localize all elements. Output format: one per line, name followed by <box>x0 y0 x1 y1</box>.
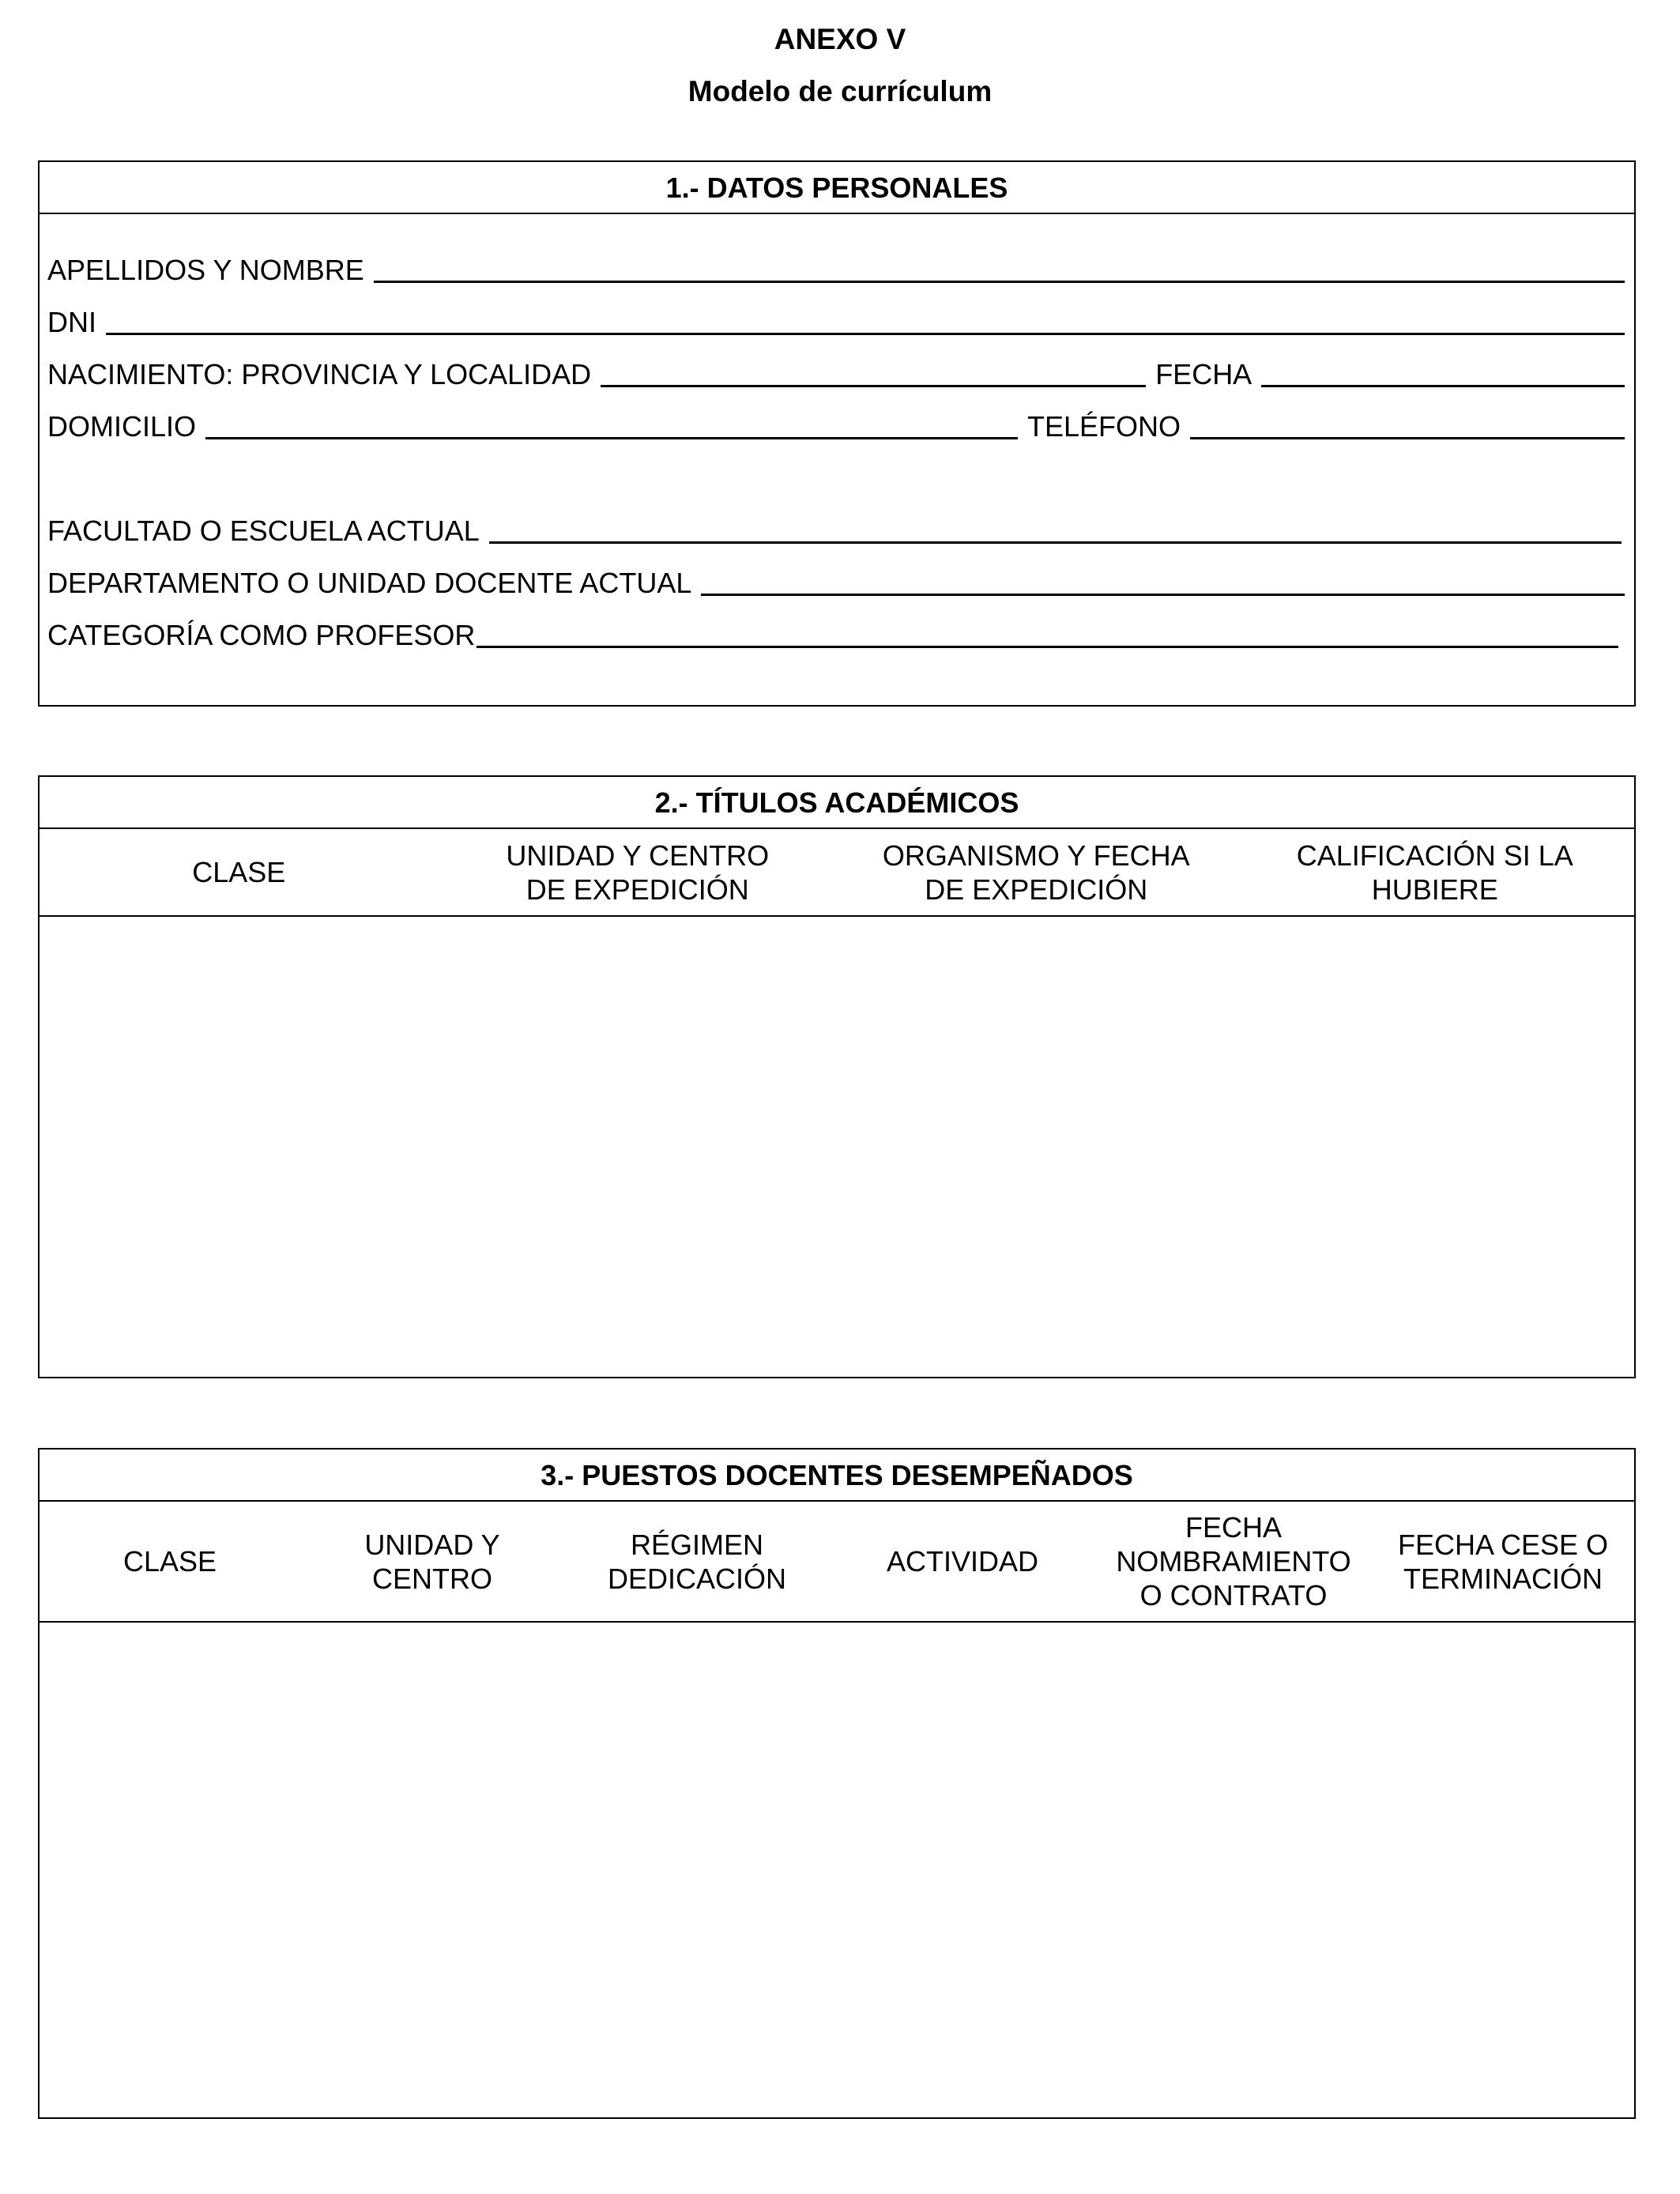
dni-input-line[interactable] <box>106 333 1625 335</box>
birthplace-input-line[interactable] <box>601 385 1146 387</box>
academic-titles-section <box>38 775 1636 1378</box>
phone-label: TELÉFONO <box>1027 410 1181 443</box>
personal-data-heading: 1.- DATOS PERSONALES <box>40 162 1634 214</box>
academic-titles-header-row <box>40 829 1634 917</box>
phone-input-line[interactable] <box>1190 437 1625 439</box>
teaching-positions-section <box>38 1448 1636 2119</box>
annex-title: ANEXO V <box>774 23 906 55</box>
column-header: ORGANISMO Y FECHA DE EXPEDICIÓN <box>882 839 1190 906</box>
academic-titles-heading: 2.- TÍTULOS ACADÉMICOS <box>40 777 1634 829</box>
column-header: UNIDAD Y CENTRO <box>364 1528 500 1595</box>
department-label: DEPARTAMENTO O UNIDAD DOCENTE ACTUAL <box>47 567 692 599</box>
document-subtitle: Modelo de currículum <box>687 75 993 107</box>
birthplace-label: NACIMIENTO: PROVINCIA Y LOCALIDAD <box>47 358 592 390</box>
column-header: CALIFICACIÓN SI LA HUBIERE <box>1296 839 1573 906</box>
category-input-line[interactable] <box>477 646 1618 648</box>
academic-titles-body[interactable] <box>40 917 1634 1377</box>
faculty-input-line[interactable] <box>489 541 1622 544</box>
full-name-input-line[interactable] <box>374 281 1625 283</box>
category-field <box>47 613 1618 653</box>
faculty-label: FACULTAD O ESCUELA ACTUAL <box>47 515 480 547</box>
full-name-label: APELLIDOS Y NOMBRE <box>47 254 364 286</box>
teaching-positions-heading: 3.- PUESTOS DOCENTES DESEMPEÑADOS <box>40 1449 1634 1502</box>
address-field <box>47 405 1625 444</box>
column-header: CLASE <box>192 856 286 888</box>
address-label: DOMICILIO <box>47 410 197 443</box>
column-header: FECHA NOMBRAMIENTO O CONTRATO <box>1116 1511 1351 1612</box>
column-header: RÉGIMEN DEDICACIÓN <box>607 1528 787 1595</box>
column-header: FECHA CESE O TERMINACIÓN <box>1397 1528 1609 1595</box>
birth-date-input-line[interactable] <box>1261 385 1625 387</box>
column-header: CLASE <box>122 1545 217 1578</box>
birthplace-field <box>47 352 1625 392</box>
birth-date-label: FECHA <box>1155 358 1252 390</box>
dni-label: DNI <box>47 306 96 338</box>
category-label: CATEGORÍA COMO PROFESOR <box>47 619 476 651</box>
department-input-line[interactable] <box>701 594 1625 596</box>
dni-field <box>47 300 1625 340</box>
column-header: UNIDAD Y CENTRO DE EXPEDICIÓN <box>506 839 770 906</box>
column-header: ACTIVIDAD <box>886 1545 1039 1578</box>
faculty-field <box>47 509 1622 548</box>
full-name-field <box>47 248 1625 288</box>
department-field <box>47 561 1625 601</box>
teaching-positions-header-row <box>40 1502 1634 1623</box>
personal-data-section <box>38 160 1636 707</box>
address-input-line[interactable] <box>205 437 1018 439</box>
teaching-positions-body[interactable] <box>40 1623 1634 2117</box>
